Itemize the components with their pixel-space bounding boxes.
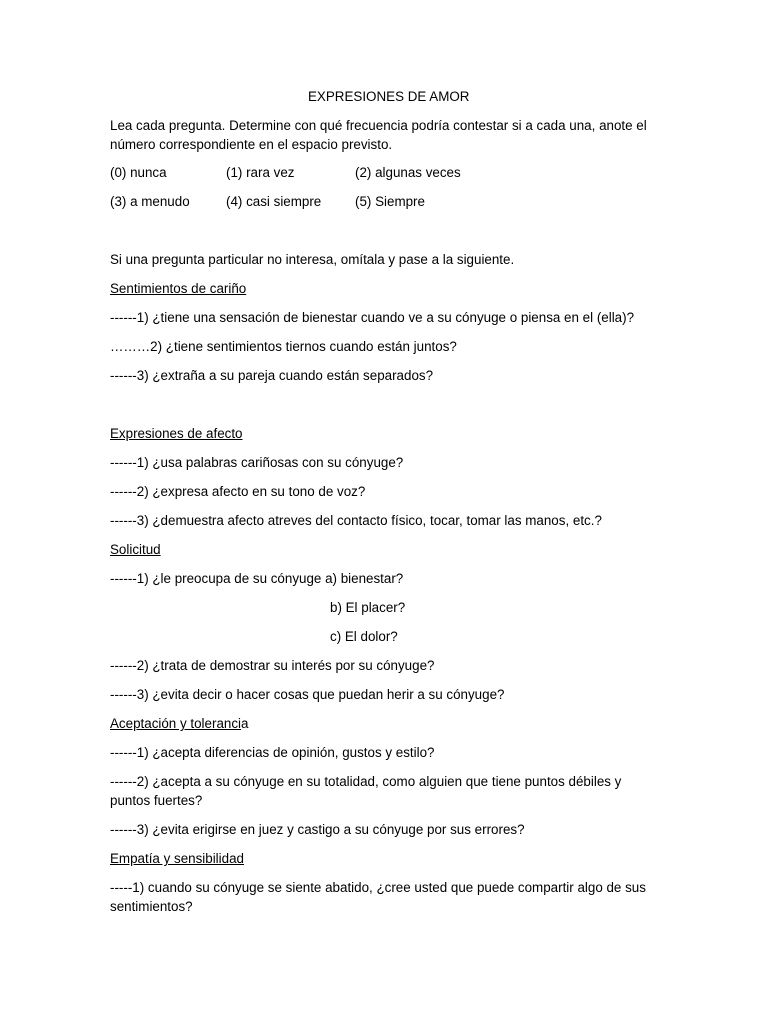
question-solicitud-3: ------3) ¿evita decir o hacer cosas que puedan herir a su cónyuge? bbox=[110, 687, 505, 702]
scale-row-1 bbox=[110, 163, 670, 182]
question-afecto-1: ------1) ¿usa palabras cariñosas con su cónyuge? bbox=[110, 455, 404, 470]
section-heading-afecto: Expresiones de afecto bbox=[110, 426, 243, 441]
question-aceptacion-2: ------2) ¿acepta a su cónyuge en su totalidad, como alguien que tiene puntos débiles y puntos fuertes? bbox=[110, 774, 622, 808]
scale-option-2: (2) algunas veces bbox=[355, 165, 461, 180]
question-aceptacion-1: ------1) ¿acepta diferencias de opinión, gustos y estilo? bbox=[110, 745, 435, 760]
question-solicitud-1b: b) El placer? bbox=[330, 600, 406, 615]
scale-option-4: (4) casi siempre bbox=[226, 194, 322, 209]
instructions-paragraph: Lea cada pregunta. Determine con qué frecuencia podría contestar si a cada una, anote el número correspondiente en el espacio previsto. bbox=[110, 118, 647, 152]
scale-option-0: (0) nunca bbox=[110, 165, 167, 180]
question-afecto-2: ------2) ¿expresa afecto en su tono de voz? bbox=[110, 484, 366, 499]
skip-note: Si una pregunta particular no interesa, omítala y pase a la siguiente. bbox=[110, 252, 515, 267]
question-aceptacion-3: ------3) ¿evita erigirse en juez y castigo a su cónyuge por sus errores? bbox=[110, 822, 525, 837]
scale-option-3: (3) a menudo bbox=[110, 194, 190, 209]
section-heading-solicitud: Solicitud bbox=[110, 542, 161, 557]
question-solicitud-2: ------2) ¿trata de demostrar su interés por su cónyuge? bbox=[110, 658, 435, 673]
scale-option-5: (5) Siempre bbox=[355, 194, 425, 209]
section-heading-carino: Sentimientos de cariño bbox=[110, 281, 247, 296]
section-heading-aceptacion bbox=[110, 714, 248, 733]
page-title: EXPRESIONES DE AMOR bbox=[308, 89, 470, 104]
question-carino-1: ------1) ¿tiene una sensación de bienestar cuando ve a su cónyuge o piensa en el (ella)? bbox=[110, 310, 635, 325]
question-empatia-1: -----1) cuando su cónyuge se siente abatido, ¿cree usted que puede compartir algo de sus sentimientos? bbox=[110, 880, 646, 914]
section-heading-empatia: Empatía y sensibilidad bbox=[110, 851, 244, 866]
scale-option-1: (1) rara vez bbox=[226, 165, 295, 180]
section-heading-aceptacion-underlined: Aceptación y toleranci bbox=[110, 716, 242, 731]
scale-row-2 bbox=[110, 192, 670, 211]
section-heading-aceptacion-tail: a bbox=[241, 716, 249, 731]
question-solicitud-1c: c) El dolor? bbox=[330, 629, 398, 644]
question-afecto-3: ------3) ¿demuestra afecto atreves del contacto físico, tocar, tomar las manos, etc.? bbox=[110, 513, 602, 528]
question-carino-3: ------3) ¿extraña a su pareja cuando están separados? bbox=[110, 368, 434, 383]
question-carino-2: ………2) ¿tiene sentimientos tiernos cuando están juntos? bbox=[110, 339, 457, 354]
question-solicitud-1: ------1) ¿le preocupa de su cónyuge a) bienestar? bbox=[110, 571, 404, 586]
